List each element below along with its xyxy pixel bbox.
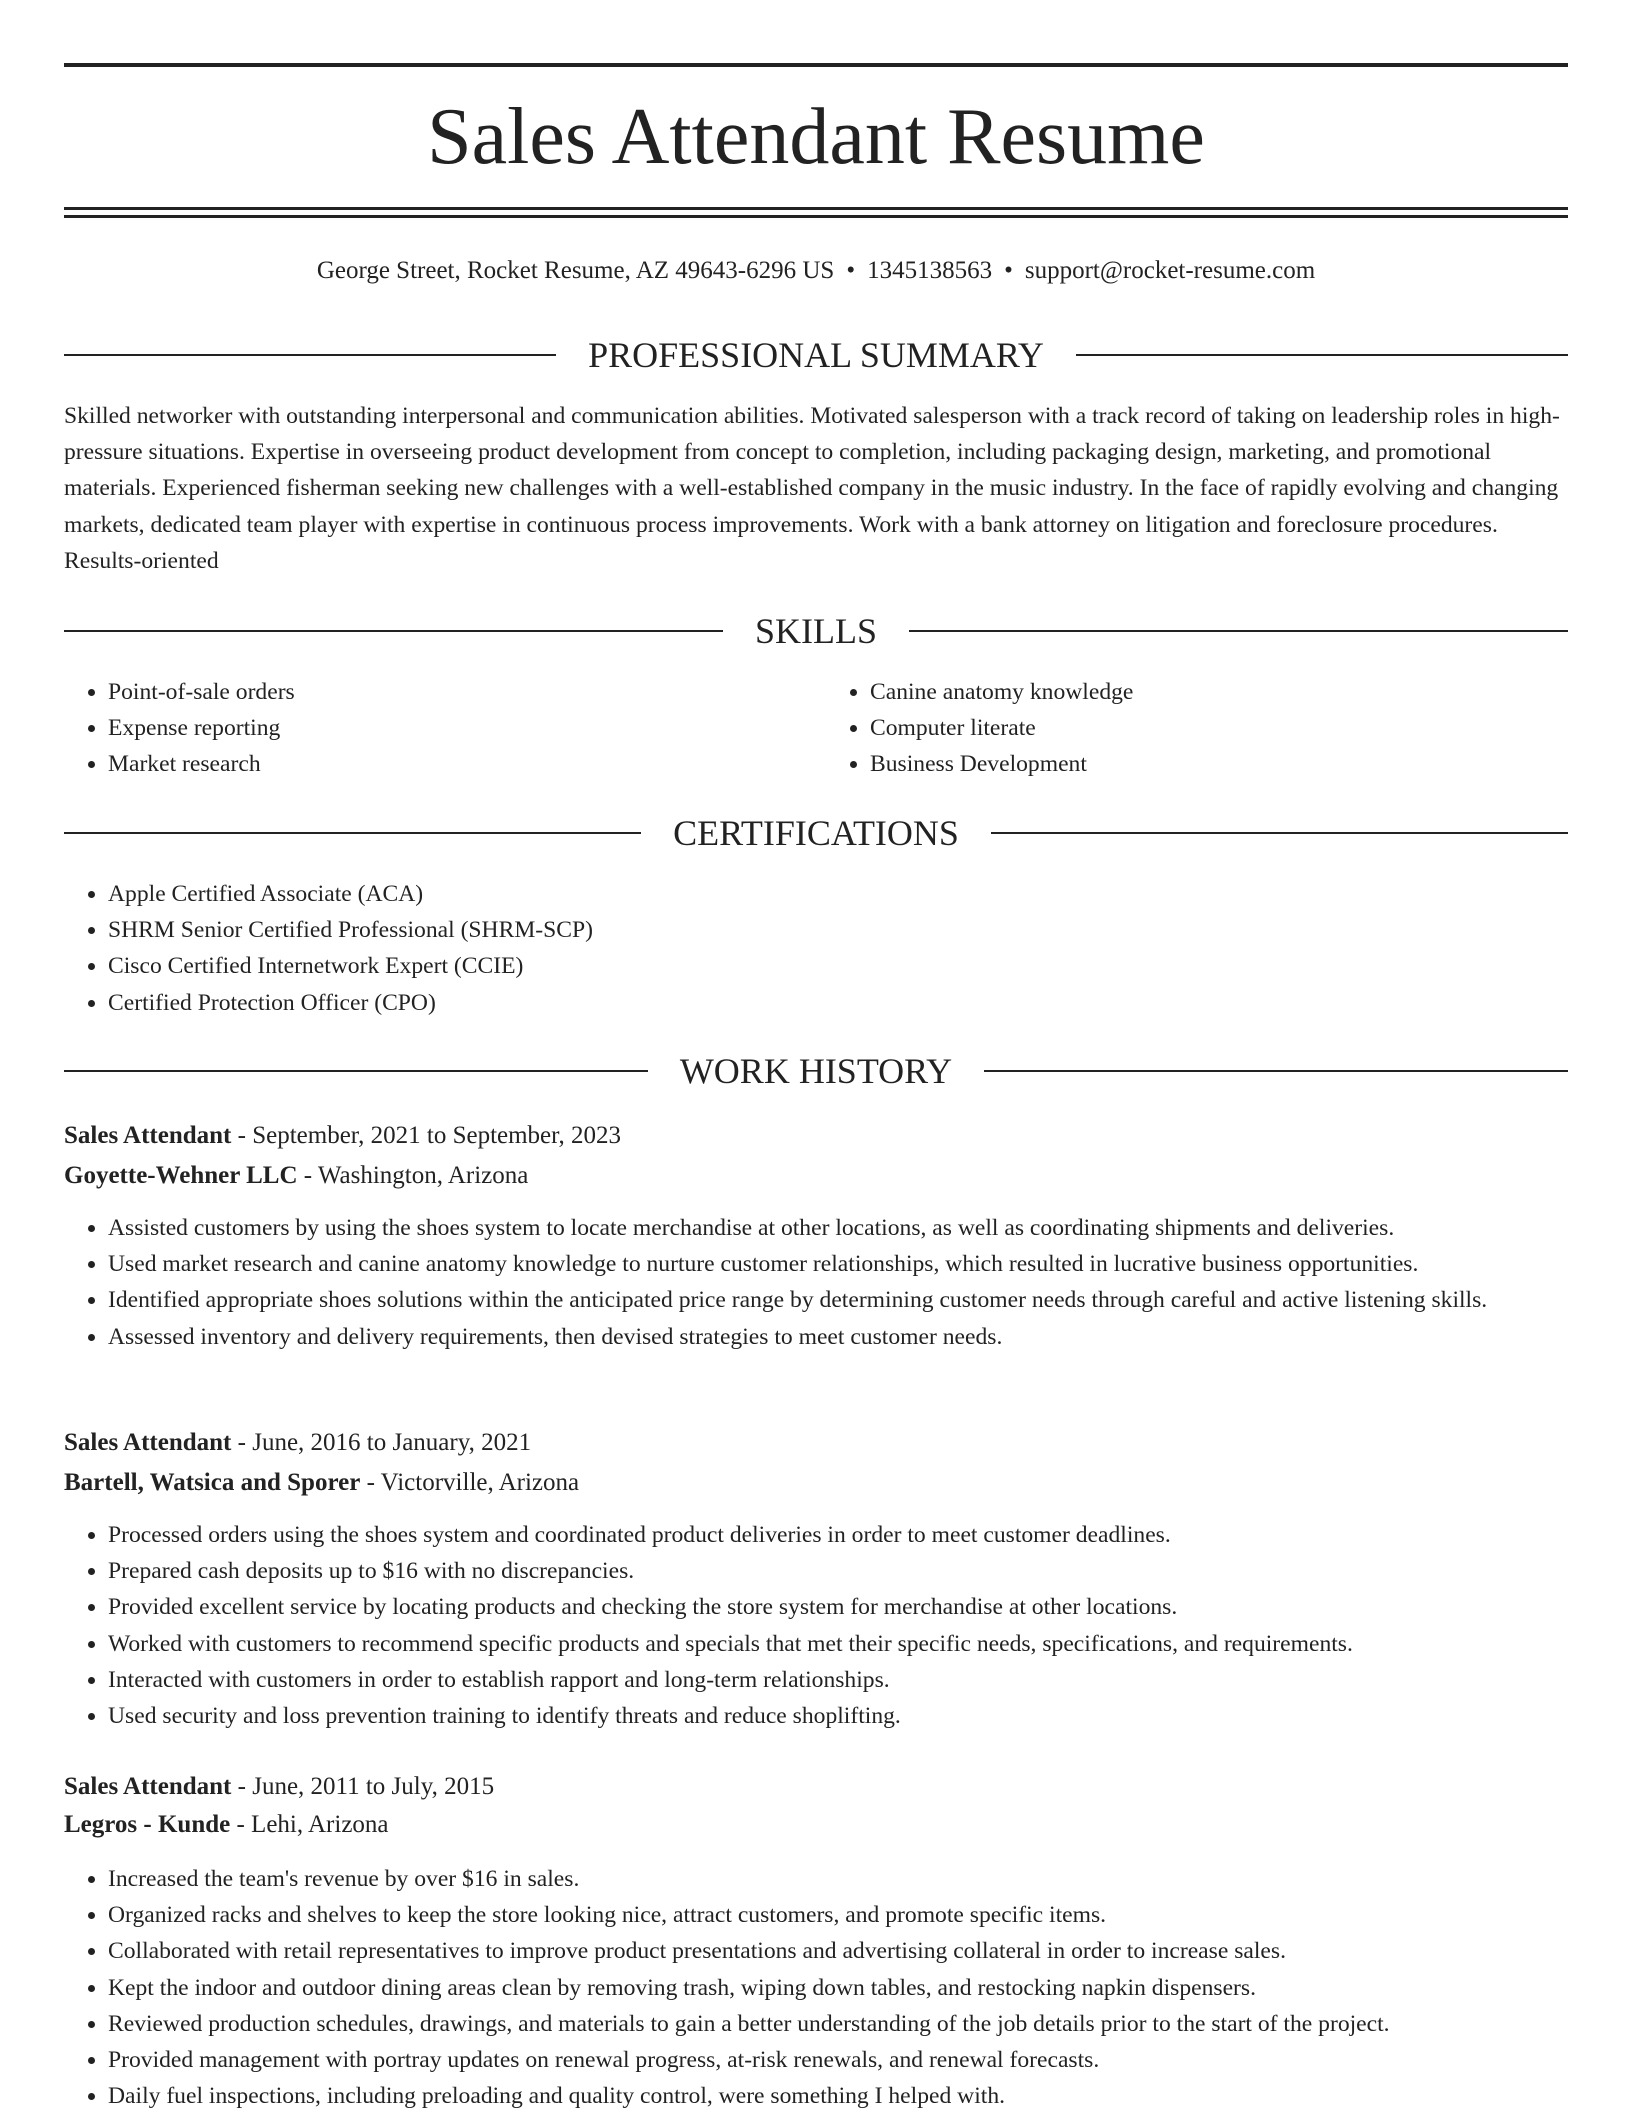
job-location: - Washington, Arizona xyxy=(297,1162,529,1189)
contact-email: support@rocket-resume.com xyxy=(1024,257,1316,284)
skill-item: • Expense reporting xyxy=(108,710,806,746)
job-bullet: • Prepared cash deposits up to $16 with no discrepancies. xyxy=(108,1553,1612,1589)
job-bullet: • Provided management with portray updates on renewal progress, at-risk renewals, and renewal forecasts. xyxy=(108,2042,1612,2078)
skill-item: • Business Development xyxy=(870,746,1568,782)
certification-item: • SHRM Senior Certified Professional (SHRM-SCP) xyxy=(108,912,1612,948)
work-history-section-heading xyxy=(64,1049,1568,1093)
job-company-line xyxy=(64,1464,1568,1502)
skills-column-left xyxy=(64,674,806,783)
heading-rule xyxy=(1076,354,1568,356)
skills-list xyxy=(64,674,1568,783)
job-title-line xyxy=(64,1117,1568,1155)
skill-item: • Canine anatomy knowledge xyxy=(870,674,1568,710)
contact-line xyxy=(64,253,1568,289)
skill-item: • Computer literate xyxy=(870,710,1568,746)
job-bullet: • Worked with customers to recommend specific products and specials that met their specific needs, specifications, and requirements. xyxy=(108,1626,1612,1662)
contact-address: George Street, Rocket Resume, AZ 49643-6296 US xyxy=(316,257,835,284)
skill-item: • Point-of-sale orders xyxy=(108,674,806,710)
skills-section-heading xyxy=(64,609,1568,653)
job-dates: - September, 2021 to September, 2023 xyxy=(231,1122,621,1149)
heading-rule xyxy=(64,832,641,834)
job-bullet: • Increased the team's revenue by over $16 in sales. xyxy=(108,1861,1612,1897)
job-bullet: • Processed orders using the shoes system and coordinated product deliveries in order to meet customer deadlines. xyxy=(108,1517,1612,1553)
contact-separator: • xyxy=(1004,257,1013,284)
certification-item: • Apple Certified Associate (ACA) xyxy=(108,876,1612,912)
job-bullets xyxy=(64,1210,1612,1355)
job-location: - Lehi, Arizona xyxy=(230,1811,389,1838)
job-bullet: • Used security and loss prevention training to identify threats and reduce shoplifting. xyxy=(108,1698,1612,1734)
top-rule xyxy=(64,63,1568,67)
skill-item: • Market research xyxy=(108,746,806,782)
summary-text: Skilled networker with outstanding interpersonal and communication abilities. Motivated salesperson with a track record of taking on leadership roles in high-pressure situations. Expertise in overseeing product development from concept to completion, including packaging design, marketing, and promotional materials. Experienced fisherman seeking new challenges with a well-established company in the music industry. In the face of rapidly evolving and changing markets, dedicated team player with expertise in continuous process improvements. Work with a bank attorney on litigation and foreclosure procedures. Results-oriented xyxy=(64,403,1560,574)
summary-section-heading xyxy=(64,333,1568,377)
job-title-line xyxy=(64,1768,1568,1806)
job-bullet: • Organized racks and shelves to keep the store looking nice, attract customers, and promote specific items. xyxy=(108,1897,1612,1933)
job-dates: - June, 2011 to July, 2015 xyxy=(231,1773,495,1800)
job-title-line xyxy=(64,1424,1568,1462)
section-title: WORK HISTORY xyxy=(679,1051,953,1091)
job-bullet: • Kept the indoor and outdoor dining areas clean by removing trash, wiping down tables, and restocking napkin dispensers. xyxy=(108,1970,1612,2006)
certifications-section-heading xyxy=(64,811,1568,855)
heading-rule xyxy=(64,1070,648,1072)
job-company: Bartell, Watsica and Sporer xyxy=(64,1469,361,1496)
section-title: PROFESSIONAL SUMMARY xyxy=(588,335,1044,375)
job-location: - Victorville, Arizona xyxy=(360,1469,580,1496)
heading-rule xyxy=(64,630,723,632)
job-bullet: • Daily fuel inspections, including preloading and quality control, were something I helped with. xyxy=(108,2078,1612,2114)
job-company-line xyxy=(64,1157,1568,1195)
job-title: Sales Attendant xyxy=(64,1773,232,1800)
contact-phone: 1345138563 xyxy=(867,257,993,284)
certification-item: • Certified Protection Officer (CPO) xyxy=(108,985,1612,1021)
job-bullet: • Assessed inventory and delivery requirements, then devised strategies to meet customer needs. xyxy=(108,1319,1612,1355)
job-bullets xyxy=(64,1517,1612,1734)
job-bullets xyxy=(64,1861,1612,2114)
job-title: Sales Attendant xyxy=(64,1429,232,1456)
job-company: Goyette-Wehner LLC xyxy=(64,1162,298,1189)
resume-title: Sales Attendant Resume xyxy=(427,93,1205,181)
heading-rule xyxy=(991,832,1568,834)
job-bullet: • Collaborated with retail representatives to improve product presentations and advertising collateral in order to increase sales. xyxy=(108,1933,1612,1969)
job-dates: - June, 2016 to January, 2021 xyxy=(231,1429,532,1456)
heading-rule xyxy=(64,354,556,356)
section-title: CERTIFICATIONS xyxy=(673,813,959,853)
job-company: Legros - Kunde xyxy=(64,1811,231,1838)
job-bullet: • Reviewed production schedules, drawings, and materials to gain a better understanding of the job details prior to the start of the project. xyxy=(108,2006,1612,2042)
contact-separator: • xyxy=(846,257,856,284)
job-bullet: • Used market research and canine anatomy knowledge to nurture customer relationships, which resulted in lucrative business opportunities. xyxy=(108,1246,1612,1282)
job-bullet: • Assisted customers by using the shoes system to locate merchandise at other locations, as well as coordinating shipments and deliveries. xyxy=(108,1210,1612,1246)
job-bullet: • Provided excellent service by locating products and checking the store system for merchandise at other locations. xyxy=(108,1589,1612,1625)
title-double-rule xyxy=(64,207,1568,218)
job-company-line xyxy=(64,1806,1568,1844)
job-title: Sales Attendant xyxy=(64,1122,232,1149)
heading-rule xyxy=(909,630,1568,632)
heading-rule xyxy=(984,1070,1568,1072)
job-bullet: • Identified appropriate shoes solutions within the anticipated price range by determining customer needs through careful and active listening skills. xyxy=(108,1282,1612,1318)
job-bullet: • Interacted with customers in order to establish rapport and long-term relationships. xyxy=(108,1662,1612,1698)
section-title: SKILLS xyxy=(755,611,878,651)
skills-column-right xyxy=(826,674,1568,783)
certification-item: • Cisco Certified Internetwork Expert (CCIE) xyxy=(108,948,1612,984)
certifications-list xyxy=(64,876,1612,1021)
